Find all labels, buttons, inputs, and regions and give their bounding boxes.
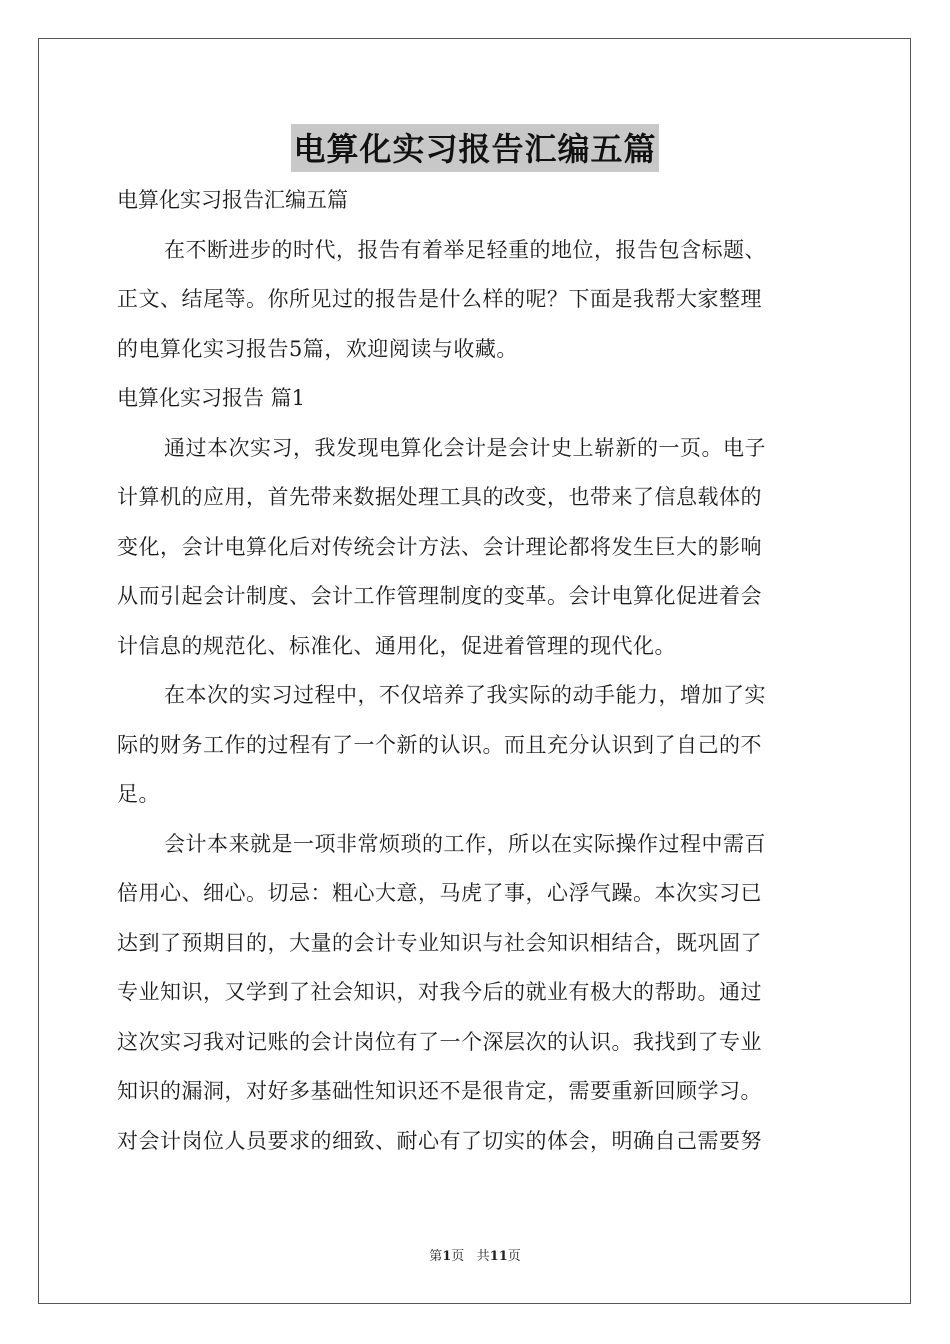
text-line: 在本次的实习过程中，不仅培养了我实际的动手能力，增加了实 <box>164 683 766 707</box>
text-line: 际的财务工作的过程有了一个新的认识。而且充分认识到了自己的不 <box>117 732 762 757</box>
total-pages: 11 <box>489 1249 508 1264</box>
paragraph-1 <box>117 424 833 672</box>
text-line: 对会计岗位人员要求的细致、耐心有了切实的体会，明确自己需要努 <box>117 1128 762 1153</box>
document-title: 电算化实习报告汇编五篇 <box>291 124 658 172</box>
text-line: 通过本次实习，我发现电算化会计是会计史上崭新的一页。电子 <box>164 435 766 460</box>
text-line: 变化，会计电算化后对传统会计方法、会计理论都将发生巨大的影响 <box>117 534 762 559</box>
text-line: 正文、结尾等。你所见过的报告是什么样的呢？下面是我帮大家整理 <box>117 287 762 311</box>
page-footer <box>0 1245 950 1264</box>
section-heading: 电算化实习报告 篇1 <box>117 386 306 410</box>
document-subtitle: 电算化实习报告汇编五篇 <box>117 188 348 212</box>
text-line: 这次实习我对记账的会计岗位有了一个深层次的认识。我找到了专业 <box>117 1029 762 1054</box>
text-line: 计信息的规范化、标准化、通用化，促进着管理的现代化。 <box>117 633 676 658</box>
text-line: 足。 <box>117 782 160 806</box>
text-line: 计算机的应用，首先带来数据处理工具的改变，也带来了信息载体的 <box>117 485 762 509</box>
title-container <box>0 124 950 172</box>
paragraph-2 <box>117 671 833 820</box>
text-line: 达到了预期目的，大量的会计专业知识与社会知识相结合，既巩固了 <box>117 930 762 955</box>
text-line: 倍用心、细心。切忌：粗心大意，马虎了事，心浮气躁。本次实习已 <box>117 881 762 905</box>
text-line: 的电算化实习报告5篇，欢迎阅读与收藏。 <box>117 336 518 361</box>
total-suffix: 页 <box>507 1249 521 1264</box>
text-line: 会计本来就是一项非常烦琐的工作，所以在实际操作过程中需百 <box>164 831 766 856</box>
page-suffix: 页 <box>451 1249 465 1264</box>
total-prefix: 共 <box>476 1249 490 1264</box>
text-line: 专业知识，又学到了社会知识，对我今后的就业有极大的帮助。通过 <box>117 980 762 1004</box>
document-body <box>117 176 833 1166</box>
text-line: 从而引起会计制度、会计工作管理制度的变革。会计电算化促进着会 <box>117 584 762 608</box>
intro-paragraph <box>117 226 833 375</box>
page-prefix: 第 <box>429 1249 443 1264</box>
page-number: 1 <box>442 1249 452 1264</box>
paragraph-3 <box>117 820 833 1167</box>
text-line: 在不断进步的时代，报告有着举足轻重的地位，报告包含标题、 <box>164 237 766 262</box>
text-line: 知识的漏洞，对好多基础性知识还不是很肯定，需要重新回顾学习。 <box>117 1079 762 1103</box>
